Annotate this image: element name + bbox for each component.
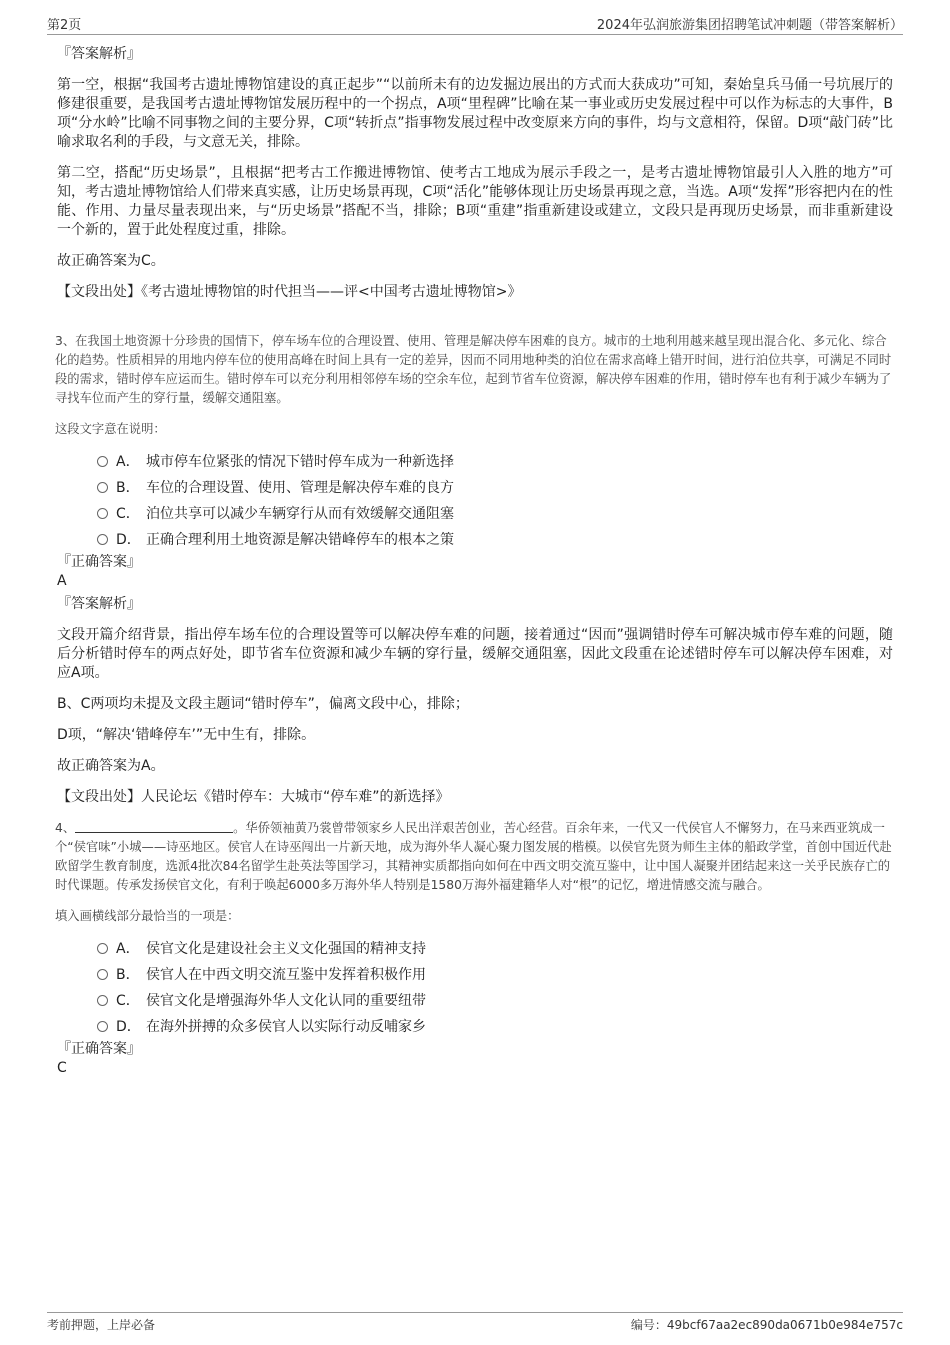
q4-option-a[interactable]: A． 侯官文化是建设社会主义文化强国的精神支持: [97, 936, 893, 962]
radio-icon[interactable]: [97, 534, 108, 545]
q2-source: 【文段出处】《考古遗址博物馆的时代担当——评<中国考古遗址博物馆>》: [57, 284, 522, 300]
radio-icon[interactable]: [97, 1021, 108, 1032]
q3-option-c[interactable]: C． 泊位共享可以减少车辆穿行从而有效缓解交通阻塞: [97, 501, 893, 527]
q3-analysis-paragraph-2: B、C两项均未提及文段主题词“错时停车”，偏离文段中心，排除；: [57, 696, 469, 712]
footer-slogan: 考前押题，上岸必备: [47, 1318, 156, 1332]
q3-option-b[interactable]: B． 车位的合理设置、使用、管理是解决停车难的良方: [97, 475, 893, 501]
q2-analysis-paragraph-2: 第二空，搭配“历史场景”，且根据“把考古工作搬进博物馆、使考古工地成为展示手段之一，是考古遗址博物馆最引人入胜的地方”可知，考古遗址博物馆给人们带来真实感，让历史场景再现，C项“活化”能够体现让历史场景再现之意，当选。A项“发挥”形容把内在的性能、作用、力量尽量表现出来，与“历史场景”搭配不当，排除；B项“重建”指重新建设或建立，文段只是再现历史场景，而非重新建设一个新的，置于此处程度过重，排除。: [57, 165, 893, 238]
q3-source: 【文段出处】人民论坛《错时停车：大城市“停车难”的新选择》: [57, 789, 450, 805]
q2-conclusion: 故正确答案为C。: [57, 253, 165, 269]
q3-prompt: 这段文字意在说明：: [55, 422, 166, 436]
q3-conclusion: 故正确答案为A。: [57, 758, 165, 774]
page-header: [47, 14, 903, 35]
q4-answer-label: 『正确答案』: [57, 1041, 141, 1057]
q4-prompt: 填入画横线部分最恰当的一项是：: [55, 909, 240, 923]
q3-answer-label: 『正确答案』: [57, 554, 141, 570]
radio-icon[interactable]: [97, 456, 108, 467]
q3-option-a[interactable]: A． 城市停车位紧张的情况下错时停车成为一种新选择: [97, 449, 893, 475]
document-body: [57, 45, 893, 1078]
page-footer: [47, 1312, 903, 1332]
q3-analysis-paragraph-3: D项，“解决‘错峰停车’”无中生有，排除。: [57, 727, 316, 743]
q3-options: [57, 449, 893, 553]
q4-option-d[interactable]: D． 在海外拼搏的众多侯官人以实际行动反哺家乡: [97, 1014, 893, 1040]
q3-analysis-paragraph-1: 文段开篇介绍背景，指出停车场车位的合理设置等可以解决停车难的问题，接着通过“因而”强调错时停车可解决城市停车难的问题，随后分析错时停车的两点好处，即节省车位资源和减少车辆的穿行量，缓解交通阻塞，因此文段重在论述错时停车可以解决停车困难，对应A项。: [57, 627, 893, 681]
q3-answer: A: [57, 573, 67, 589]
document-id: 编号：49bcf67aa2ec890da0671b0e984e757c: [630, 1318, 903, 1332]
radio-icon[interactable]: [97, 969, 108, 980]
document-title: 2024年弘润旅游集团招聘笔试冲刺题（带答案解析）: [596, 18, 903, 33]
q4-option-c[interactable]: C． 侯官文化是增强海外华人文化认同的重要纽带: [97, 988, 893, 1014]
q3-question-text: 3、在我国土地资源十分珍贵的国情下，停车场车位的合理设置、使用、管理是解决停车困难的良方。城市的土地利用越来越呈现出混合化、多元化、综合化的趋势。性质相异的用地内停车位的使用高峰在时间上具有一定的差异，因而不同用地种类的泊位在需求高峰上错开时间，进行泊位共享，可满足不同时段的需求，错时停车应运而生。错时停车可以充分利用相邻停车场的空余车位，起到节省车位资源，解决停车困难的作用，错时停车也有利于减少车辆为了寻找车位而产生的穿行量，缓解交通阻塞。: [55, 334, 892, 405]
radio-icon[interactable]: [97, 995, 108, 1006]
radio-icon[interactable]: [97, 943, 108, 954]
q4-option-b[interactable]: B． 侯官人在中西文明交流互鉴中发挥着积极作用: [97, 962, 893, 988]
fill-blank: [75, 820, 233, 833]
q2-analysis-paragraph-1: 第一空，根据“我国考古遗址博物馆建设的真正起步”“以前所未有的边发掘边展出的方式而大获成功”可知，秦始皇兵马俑一号坑展厅的修建很重要，是我国考古遗址博物馆发展历程中的一个拐点，A项“里程碑”比喻在某一事业或历史发展过程中可以作为标志的大事件，B项“分水岭”比喻不同事物之间的主要分界，C项“转折点”指事物发展过程中改变原来方向的事件，均与文意相符，保留。D项“敲门砖”比喻求取名利的手段，与文意无关，排除。: [57, 77, 893, 150]
page-number: 第2页: [47, 18, 82, 33]
q2-analysis-label: 『答案解析』: [57, 46, 141, 62]
radio-icon[interactable]: [97, 482, 108, 493]
q4-options: [57, 936, 893, 1040]
radio-icon[interactable]: [97, 508, 108, 519]
q4-question: 4、 。华侨领袖黄乃裳曾带领家乡人民出洋艰苦创业，苦心经营。百余年来，一代又一代侯官人不懈努力，在马来西亚筑成一个“侯官味”小城——诗巫地区。侯官人在诗巫闯出一片新天地，成为海外华人凝心聚力图发展的楷模。以侯官先贤为师生主体的船政学堂，首创中国近代赴欧留学生教育制度，选派4批次84名留学生赴英法等国学习，其精神实质都指向如何在中西文明交流互鉴中，让中国人凝聚并团结起来这一关乎民族存亡的时代课题。传承发扬侯官文化，有利于唤起6000多万海外华人特别是1580万海外福建籍华人对“根”的记忆，增进情感交流与融合。: [55, 821, 892, 892]
q4-answer: C: [57, 1060, 67, 1076]
q3-option-d[interactable]: D． 正确合理利用土地资源是解决错峰停车的根本之策: [97, 527, 893, 553]
q3-analysis-label: 『答案解析』: [57, 596, 141, 612]
